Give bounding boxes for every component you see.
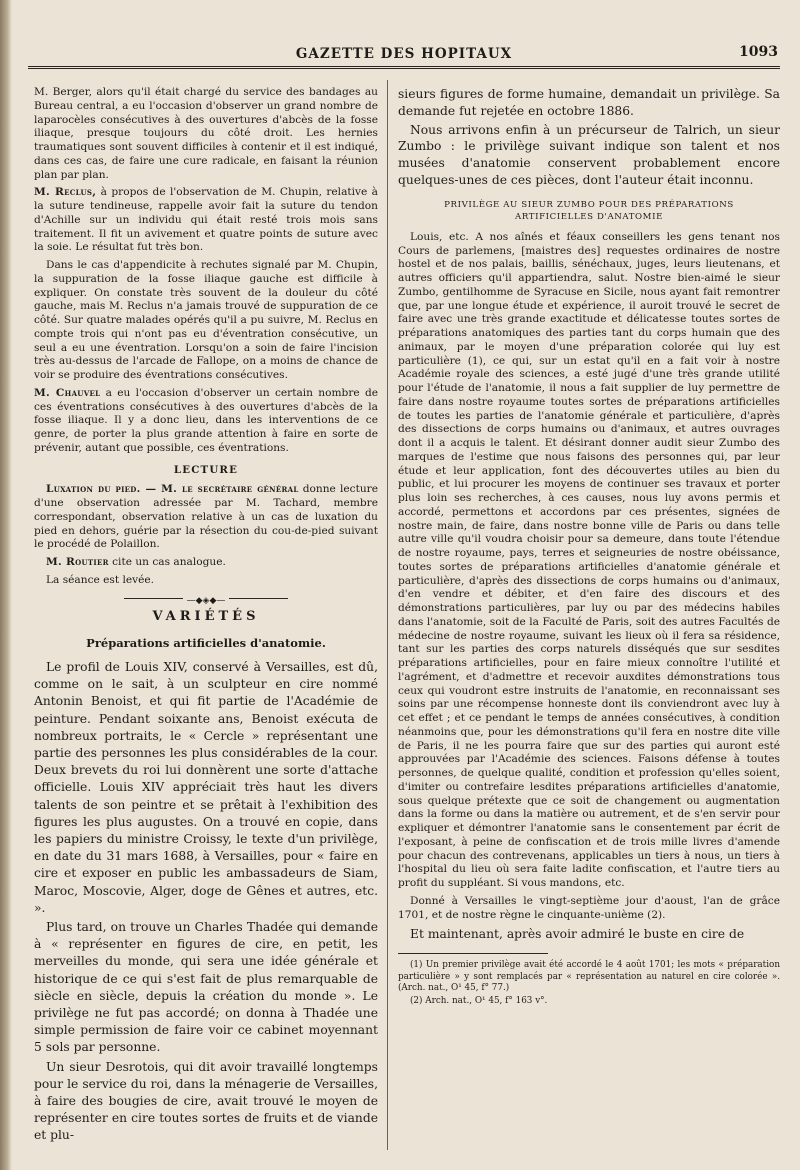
speaker-name: M. Reclus, [34,186,97,199]
paragraph [34,556,378,570]
speaker-name: M. Chauvel [34,386,101,399]
paragraph-text: cite un cas analogue. [108,556,226,568]
privilege-heading: PRIVILÈGE AU SIEUR ZUMBO POUR DES PRÉPARATIONS ARTIFICIELLES D'ANATOMIE [444,199,734,222]
section-ornament [34,594,378,604]
page-number: 1093 [739,44,778,60]
paragraph: Le profil de Louis XIV, conservé à Versailles, est dû, comme on le sait, à un sculpteur en cire nommé Antonin Benoist, et qui fit partie de l'Académie de peinture. Pendant soixante ans, Benoist exécuta de nombreux portraits, le « Cercle » représentant une partie des personnes les plus considérables de la cour. Deux brevets du roi lui donnèrent une sorte d'attache officielle. Louis XIV appréciait très haut les divers talents de son peintre et se prêtait à l'exhibition des figures les plus augustes. On a trouvé en copie, dans les papiers du ministre Croissy, le texte d'un privilège, en date du 31 mars 1688, à Versailles, pour « faire en cire et exposer en public les ambassadeurs de Siam, Maroc, Moscovie, Alger, doge de Gênes et autres, etc. ». [34,660,378,915]
right-column [398,86,780,1008]
paragraph: M. Berger, alors qu'il était chargé du service des bandages au Bureau central, a eu l'occasion d'observer un grand nombre de laparocèles consécutives à des ouvertures d'abcès de la fosse iliaque, presque toujours du côté droit. Les hernies traumatiques sont souvent difficiles à contenir et il est indiqué, dans ces cas, de faire une cure radicale, en faisant la réunion plan par plan. [34,86,378,181]
paragraph: sieurs figures de forme humaine, demandait un privilège. Sa demande fut rejetée en octobre 1886. [398,87,780,118]
fleuron-icon: —◆◈◆— [183,596,230,606]
section-heading-varietes: VARIÉTÉS [152,608,260,624]
header-rule [28,66,780,69]
article-title: Préparations artificielles d'anatomie. [86,636,326,651]
lecture-title: Luxation du pied. — M. le secrétaire général [46,483,299,496]
left-column [34,86,378,1147]
article-body [34,659,378,1145]
paragraph-text: donne lecture d'une observation adressée par M. Tachard, membre correspondant, observation relative à un cas de luxation du pied en dehors, guérie par la résection du cou-de-pied suivant le procédé de Polaillon. [34,483,378,551]
paragraph: Plus tard, on trouve un Charles Thadée qui demande à « représenter en figures de cire, en petit, les merveilles du monde, qui sera une idée générale et historique de ce qui s'est fait de plus remarquable de siècle en siècle, depuis la création du monde ». Le privilège ne fut pas accordé; on donna à Thadée une simple permission de faire voir ce cabinet moyennant 5 sols par personne. [34,920,378,1055]
column-divider [387,80,388,1150]
article-body-continued [398,926,780,943]
footnotes [398,960,780,1007]
paragraph [34,387,378,456]
speaker-name: M. Routier [46,556,109,568]
paragraph-text: a eu l'occasion d'observer un certain nombre de ces éventrations consécutives à des ouvertures d'abcès de la fosse iliaque. Il y a donc lieu, dans les interventions de ce genre, de porter la plus grande attention à faire en sorte de prévenir, autant que possible, ces éventrations. [34,386,378,454]
paragraph: Nous arrivons enfin à un précurseur de Talrich, un sieur Zumbo : le privilège suivant indique son talent et nos musées d'anatomie conservent probablement encore quelques-unes de ces pièces, dont l'auteur était inconnu. [398,122,780,187]
paragraph: Dans le cas d'appendicite à rechutes signalé par M. Chupin, la suppuration de la fosse iliaque gauche est difficile à expliquer. On constate très souvent de la douleur du côté gauche, mais M. Reclus n'a jamais trouvé de suppuration de ce côté. Sur quatre malades opérés qu'il a pu suivre, M. Reclus en compte trois qui n'ont pas eu d'éventration consécutive, un seul a eu une éventration. Lorsqu'on a soin de faire l'incision très au-dessus de l'arcade de Fallope, on a moins de chance de voir se produire des éventrations consécutives. [34,259,378,381]
binding-edge [0,0,12,1170]
paragraph [34,186,378,255]
paragraph: La séance est levée. [46,573,155,586]
footnote: (1) Un premier privilège avait été accordé le 4 août 1701; les mots « préparation particulière » y sont remplacés par « représentation au naturel en cire colorée ». (Arch. nat., O¹ 45, f° 77.) [398,960,780,994]
paragraph-text: à propos de l'observation de M. Chupin, relative à la suture tendineuse, rappelle avoir fait la suture du tendon d'Achille sur un individu qui était resté trois mois sans traitement. Il fit un avivement et quatre points de suture avec la soie. Le résultat fut très bon. [34,186,379,254]
privilege-date: Donné à Versailles le vingt-septième jour d'aoust, l'an de grâce 1701, et de nostre règne le cinquante-unième (2). [398,894,780,921]
footnote-rule [398,953,548,954]
paragraph [34,483,378,552]
article-body-continued [398,86,780,189]
paragraph: Un sieur Desrotois, qui dit avoir travaillé longtemps pour le service du roi, dans la ménagerie de Versailles, à faire des bougies de cire, avait trouvé le moyen de représenter en cire toutes sortes de fruits et de viande et plu- [34,1059,378,1143]
privilege-text: Louis, etc. A nos aînés et féaux conseillers les gens tenant nos Cours de parlemens, [maistres des] requestes ordinaires de nostre hostel et de nos palais, baillis, sénéchaux, juges, leurs lieutenans, et autres officiers qu'il appartiendra, salut. Nostre bien-aimé le sieur Zumbo, gentilhomme de Syracuse en Sicile, nous ayant fait remontrer que, par une longue étude et expérience, il auroit trouvé le secret de faire avec une très grande exactitude et délicatesse toutes sortes de préparations anatomiques des parties tant du corps humain que des animaux, par le moyen d'une préparation colorée qui luy est particulière (1), ce qui, sur un estat qu'il en a fait voir à nostre Académie royale des sciences, a esté jugé d'une très grande utilité pour l'étude de l'anatomie, il nous a fait supplier de luy permettre de faire dans nostre royaume toutes sortes de préparations artificielles de toutes les parties de l'anatomie générale et particulière, d'après des dissections de corps humains ou d'animaux, et autres ouvrages dont il a acquis le talent. Et désirant donner audit sieur Zumbo des marques de l'estime que nous faisons des personnes qui, par leur étude et leur application, font des découvertes utiles au bien du public, et lui procurer les moyens de continuer ses travaux et porter plus loin ses recherches, à ces causes, nous luy avons permis et accordé, permettons et accordons par ces présentes, signées de nostre main, de faire, dans nostre bonne ville de Paris ou dans telle autre ville qu'il voudra choisir pour sa demeure, dans toute l'étendue de nostre royaume, pays, terres et seigneuries de nostre obéissance, toutes sortes de préparations artificielles d'anatomie générale et particulière, d'après des dissections de corps humains ou d'animaux, d'en vendre et débiter, et d'en faire des discours et des démonstrations particulières, par luy ou par des médecins habiles dans l'anatomie, soit de la Faculté de Paris, soit des autres Facultés de médecine de nostre royaume, suivant les lieux où il fera sa résidence, tant sur les parties des corps naturels disséqués que sur sesdites préparations artificielles, pour en faire mieux connoître l'utilité et l'agrément, et d'admettre et recevoir auxdites démonstrations tous ceux qui voudront estre instruits de l'anatomie, en reconnaissant ses soins par une récompense honneste dont ils conviendront avec luy à cet effet ; et ce pendant le temps de années consécutives, à condition néanmoins que, pour les démonstrations qu'il fera en nostre dite ville de Paris, il ne les pourra faire que sur des parties qui auront esté approuvées par l'Académie des sciences. Faisons défense à toutes personnes, de quelque qualité, condition et profession qu'elles soient, d'imiter ou contrefaire lesdites préparations artificielles d'anatomie, sous quelque prétexte que ce soit de changement ou augmentation dans la forme ou dans la matière ou autrement, et de s'en servir pour expliquer et démontrer l'anatomie sans le consentement par écrit de l'exposant, à peine de confiscation et de trois mille livres d'amende pour chacun des contrevenans, applicables un tiers à nous, un tiers à l'hospital du lieu où sera faite ladite confiscation, et l'autre tiers au profit du suppléant. Si vous mandons, etc. [398,230,780,890]
journal-title: GAZETTE DES HOPITAUX [295,46,513,62]
paragraph: Et maintenant, après avoir admiré le buste en cire de [410,927,745,942]
section-heading-lecture: LECTURE [173,463,239,476]
footnote: (2) Arch. nat., O¹ 45, f° 163 v°. [410,995,548,1006]
page-header [28,44,780,66]
